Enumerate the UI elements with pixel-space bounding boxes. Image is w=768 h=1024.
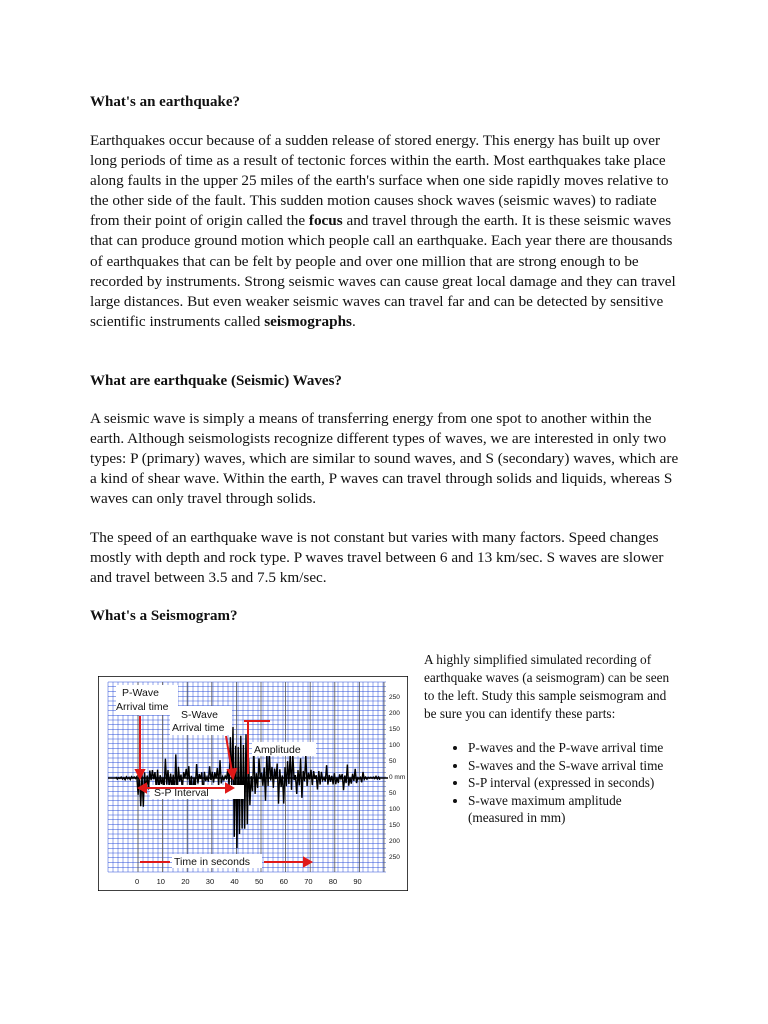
term-focus: focus: [308, 212, 343, 230]
label-p-wave-arrival: Arrival time: [116, 701, 169, 713]
y-tick-label: 0 mm: [389, 774, 406, 781]
x-tick-label: 10: [156, 877, 165, 886]
list-item: • S-P interval (expressed in seconds): [468, 774, 679, 792]
heading-seismic-waves: What are earthquake (Seismic) Waves?: [90, 373, 342, 389]
heading-seismogram: What's a Seismogram?: [90, 608, 238, 624]
label-time-in-seconds: Time in seconds: [174, 856, 251, 868]
y-tick-label: 250: [389, 854, 400, 861]
y-tick-label: 200: [389, 838, 400, 845]
list-item: • S-wave maximum amplitude (measured in mm): [468, 792, 679, 827]
y-tick-label: 100: [389, 742, 400, 749]
x-tick-label: 90: [353, 877, 362, 886]
x-tick-label: 20: [181, 877, 190, 886]
parts-list: [424, 739, 679, 827]
paragraph-seismic-waves: A seismic wave is simply a means of transferring energy from one spot to another within the earth. Although seismologists recognize different types of waves, we are interested in only two types: P (primary) waves, which are similar to sound waves, and S (secondary) waves, which are a kind of shear wave. Within the earth, P waves can travel through solids and liquids, whereas S waves can only travel through solids.: [90, 410, 679, 508]
x-tick-label: 80: [328, 877, 338, 886]
x-tick-label: 70: [304, 877, 313, 886]
list-item: • P-waves and the P-wave arrival time: [468, 739, 679, 757]
label-s-wave-arrival: Arrival time: [172, 722, 225, 734]
label-p-wave: P-Wave: [122, 687, 159, 699]
label-amplitude: Amplitude: [254, 744, 301, 756]
x-tick-label: 50: [255, 877, 264, 886]
label-s-wave: S-Wave: [181, 709, 218, 721]
y-tick-label: 100: [389, 806, 400, 813]
seismogram-description: [424, 651, 679, 827]
y-tick-label: 200: [389, 710, 400, 717]
x-tick-label: 40: [230, 877, 239, 886]
term-seismographs: seismographs: [264, 312, 352, 330]
x-tick-label: 30: [205, 877, 215, 886]
label-sp-interval: S-P Interval: [154, 787, 209, 799]
x-tick-label: 60: [279, 877, 288, 886]
y-tick-label: 150: [389, 822, 400, 829]
list-item: • S-waves and the S-wave arrival time: [468, 757, 679, 775]
y-tick-label: 50: [389, 758, 397, 765]
y-tick-label: 50: [389, 790, 397, 797]
paragraph-wave-speed: The speed of an earthquake wave is not constant but varies with many factors. Speed changes mostly with depth and rock type. P waves travel between 6 and 13 km/sec. S waves are slower and travel between 3.5 and 7.5 km/sec.: [90, 529, 664, 587]
paragraph-earthquake: Earthquakes occur because of a sudden release of stored energy. This energy has built up over long periods of time as a result of tectonic forces within the earth. Most earthquakes take place along faults in the upper 25 miles of the earth's surface when one side rapidly moves relative to the other side of the fault. This sudden motion causes shock waves (seismic waves) to radiate from their point of origin called the focus and travel through the earth. It is these seismic waves that can produce ground motion which people call an earthquake. Each year there are thousands of earthquakes that can be felt by people and over one million that are strong enough to be recorded by instruments. Strong seismic waves can cause great local damage and they can travel large distances. But even weaker seismic waves can travel far and can be detected by sensitive scientific instruments called seismographs.: [90, 132, 676, 330]
description-intro: A highly simplified simulated recording of earthquake waves (a seismogram) can be seen to the left. Study this sample seismogram and be sure you can identify these parts:: [424, 652, 670, 721]
heading-earthquake: What's an earthquake?: [90, 94, 241, 110]
y-tick-label: 250: [389, 694, 400, 701]
y-tick-label: 150: [389, 726, 400, 733]
x-tick-label: 0: [135, 877, 140, 886]
seismogram-figure: [98, 676, 408, 891]
